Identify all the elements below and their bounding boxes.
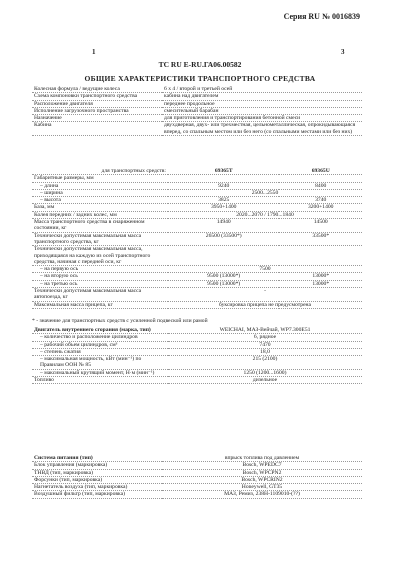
trailer-mass-value: буксировка прицепа не предусмотрена [168, 301, 362, 308]
page-number-right: 3 [341, 48, 345, 56]
max-mass-label: Технически допустимая максимальная масса транспортного средства, кг [32, 232, 168, 246]
general-value: переднее продольное [162, 100, 362, 107]
fuel-system-value: Bosch, WPCPN2 [162, 469, 362, 476]
model-1: 69365T [168, 168, 279, 175]
fuel-system-label: Форсунки (тип, маркировка) [32, 476, 162, 483]
volume-value: 7470 [168, 341, 362, 348]
fuel-system-value: Bosch, WPCRIN2 [162, 476, 362, 483]
axle3-label: – на третью ось [32, 280, 168, 287]
trailer-mass-label: Максимальная масса прицепа, кг [32, 301, 168, 308]
volume-label: – рабочий объем цилиндров, см³ [32, 341, 168, 348]
model-2: 69365U [279, 168, 362, 175]
general-label: Исполнение загрузочного пространства [32, 107, 162, 114]
serial-number: Серия RU № 0016839 [283, 12, 360, 21]
track-label: Колея передних / задних колес, мм [32, 211, 168, 218]
train-mass-value: - [168, 288, 362, 302]
general-row [32, 115, 362, 122]
axle1-label: – на первую ось [32, 266, 168, 273]
torque-label: – максимальный крутящий момент, Н·м (мин⁻¹) [32, 369, 168, 376]
general-row [32, 86, 362, 93]
fuel-system-label: Нагнетатель воздуха (тип, маркировка) [32, 484, 162, 491]
general-label: Назначение [32, 115, 162, 122]
general-label: Колесная формула / ведущие колеса [32, 86, 162, 93]
fuel-system-label: Воздушный фильтр (тип, маркировка) [32, 491, 162, 498]
engine-header: Двигатель внутреннего сгорания (марка, тип) [32, 327, 168, 334]
cyl-label: – количество и расположение цилиндров [32, 334, 168, 341]
fuel-system-label: Блок управления (маркировка) [32, 462, 162, 469]
width-value: 2500...2550 [168, 189, 362, 196]
max-mass-m2: 33500* [279, 232, 362, 246]
dims-header: Габаритные размеры, мм [32, 175, 168, 182]
general-label: Кабина [32, 122, 162, 136]
general-value: для приготовления и транспортирования бетонной смеси [162, 115, 362, 122]
axle3-m2: 13000* [279, 280, 362, 287]
length-m1: 9240 [168, 182, 279, 189]
axle3-m1: 9500 (13000*) [168, 280, 279, 287]
general-value: смесительный барабан [162, 107, 362, 114]
torque-value: 1250 (1200...1600) [168, 369, 362, 376]
general-row [32, 93, 362, 100]
engine-model: WEICHAI, МАЗ-Вейчай, WP7.300E51 [168, 327, 362, 334]
general-value: 6 x 4 / второй и третьей осей [162, 86, 362, 93]
train-mass-label: Технически допустимая максимальная масса автопоезда, кг [32, 288, 168, 302]
fuel-system-value: Honeywell, GT35 [162, 484, 362, 491]
fuel-system-label: ТНВД (тип, маркировка) [32, 469, 162, 476]
height-m1: 3825 [168, 197, 279, 204]
fuel-system-row [32, 469, 362, 476]
length-label: – длина [32, 182, 168, 189]
fuel-system-table [32, 455, 362, 499]
power-value: 215 (2100) [168, 356, 362, 370]
footnote: * - значение для транспортных средств с усиленной подвеской или рамой [32, 318, 208, 324]
page-number-left: 1 [92, 48, 96, 56]
width-label: – ширина [32, 189, 168, 196]
axle2-m1: 9500 (13000*) [168, 273, 279, 280]
general-row [32, 107, 362, 114]
fuel-label: Топливо [32, 377, 168, 384]
compression-value: 18,0 [168, 348, 362, 355]
base-label: База, мм [32, 204, 168, 211]
base-m1: 3950+1400 [168, 204, 279, 211]
general-row [32, 100, 362, 107]
axle-header: Технически допустимая максимальная масса, приходящаяся на каждую из осей транспортного средства, начиная с передней оси, кг [32, 246, 168, 266]
document-code: TC RU E-RU.ГА06.00582 [158, 60, 242, 69]
curb-mass-label: Масса транспортного средства в снаряженном состоянии, кг [32, 219, 168, 233]
axle2-m2: 13000* [279, 273, 362, 280]
engine-table [32, 327, 362, 384]
general-value: двухдверная, двух- или трехместная, цельнометаллическая, опрокидывающаяся вперед, со спальным местом или без него (со спальными местами или без них) [162, 122, 362, 136]
section-title: ОБЩИЕ ХАРАКТЕРИСТИКИ ТРАНСПОРТНОГО СРЕДСТВА [84, 74, 316, 83]
general-label: Расположение двигателя [32, 100, 162, 107]
height-label: – высота [32, 197, 168, 204]
fuel-system-row [32, 462, 362, 469]
length-m2: 8400 [279, 182, 362, 189]
general-label: Схема компоновки транспортного средства [32, 93, 162, 100]
curb-mass-m2: 14500 [279, 219, 362, 233]
fuel-system-row [32, 455, 362, 462]
dimensions-table [32, 168, 362, 309]
fuel-system-row [32, 491, 362, 498]
fuel-system-value: Bosch, WPEDC7 [162, 462, 362, 469]
fuel-value: дизельное [168, 377, 362, 384]
models-header-label: для транспортных средств: [32, 168, 168, 175]
general-value: кабина над двигателем [162, 93, 362, 100]
fuel-system-value: МАЗ, Ремиз, 238Н-1109010-(??) [162, 491, 362, 498]
general-table [32, 86, 362, 136]
curb-mass-m1: 14940 [168, 219, 279, 233]
general-row [32, 122, 362, 136]
fuel-system-row [32, 476, 362, 483]
base-m2: 3200+1400 [279, 204, 362, 211]
max-mass-m1: 26500 (33500*) [168, 232, 279, 246]
compression-label: – степень сжатия [32, 348, 168, 355]
fuel-system-label: Система питания (тип) [32, 455, 162, 462]
axle1-value: 7500 [168, 266, 362, 273]
fuel-system-row [32, 484, 362, 491]
axle2-label: – на вторую ось [32, 273, 168, 280]
track-value: 2020...2070 / 1790...1840 [168, 211, 362, 218]
power-label: – максимальная мощность, кВт (мин⁻¹) по Правилам ООН № 85 [32, 356, 168, 370]
fuel-system-value: впрыск топлива под давлением [162, 455, 362, 462]
cyl-value: 6, рядное [168, 334, 362, 341]
height-m2: 3740 [279, 197, 362, 204]
